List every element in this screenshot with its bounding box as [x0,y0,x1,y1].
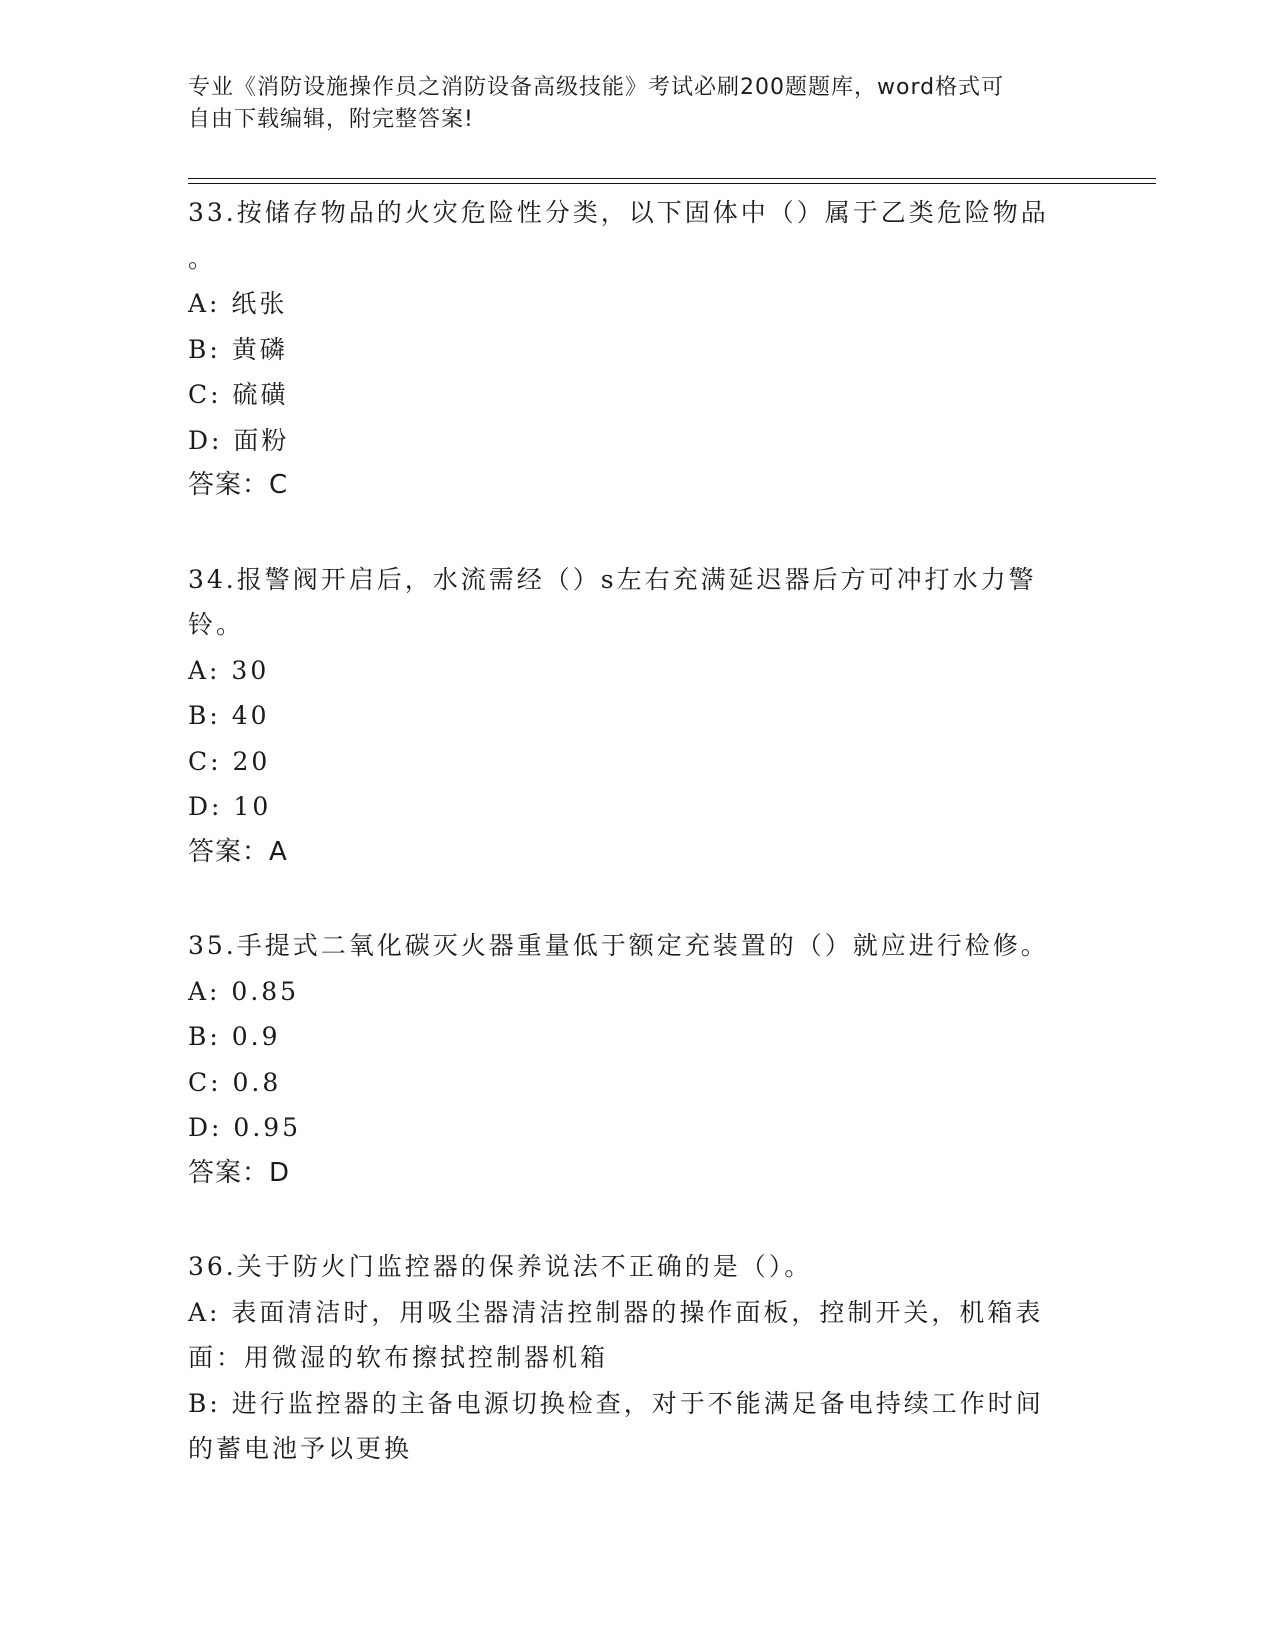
question-stem-continued: 铃。 [188,610,245,639]
question-stem: 35.手提式二氧化碳灭火器重量低于额定充装置的（）就应进行检修。 [188,931,1049,960]
option-a: A: 纸张 [188,289,288,318]
option-a: A: 表面清洁时，用吸尘器清洁控制器的操作面板，控制开关，机箱表 [188,1297,1044,1327]
option-b: B: 40 [188,701,270,730]
header-line-1: 专业《消防设施操作员之消防设备高级技能》考试必刷200题题库，word格式可 [188,75,1005,100]
option-c: C: 硫磺 [188,380,289,409]
option-b: B: 0.9 [188,1022,281,1051]
header-line-2: 自由下载编辑，附完整答案! [188,107,474,132]
document-header [188,72,1068,136]
question-35 [188,923,1088,1196]
option-a-continued: 面：用微湿的软布擦拭控制器机箱 [188,1343,609,1372]
option-b: B: 进行监控器的主备电源切换检查，对于不能满足备电持续工作时间 [188,1388,1044,1418]
option-d: D: 10 [188,792,272,821]
answer: 答案：C [188,470,289,500]
header-divider-bottom [188,183,1156,184]
option-b: B: 黄磷 [188,334,288,364]
option-b-continued: 的蓄电池予以更换 [188,1434,413,1463]
question-stem-continued: 。 [188,243,217,273]
option-d: D: 面粉 [188,425,290,455]
header-divider-top [188,178,1156,179]
question-33 [188,190,1088,509]
option-c: C: 20 [188,746,271,776]
answer: 答案：D [188,1157,291,1188]
question-stem: 36.关于防火门监控器的保养说法不正确的是（）。 [188,1252,813,1281]
question-list [188,190,1088,1520]
option-a: A: 0.85 [188,976,300,1006]
answer: 答案：A [188,836,288,867]
question-36 [188,1244,1088,1472]
question-34 [188,557,1088,876]
option-c: C: 0.8 [188,1067,282,1097]
option-d: D: 0.95 [188,1113,302,1142]
option-a: A: 30 [188,655,270,685]
question-stem: 34.报警阀开启后，水流需经（）s左右充满延迟器后方可冲打水力警 [188,564,1037,594]
question-stem: 33.按储存物品的火灾危险性分类，以下固体中（）属于乙类危险物品 [188,198,1049,227]
